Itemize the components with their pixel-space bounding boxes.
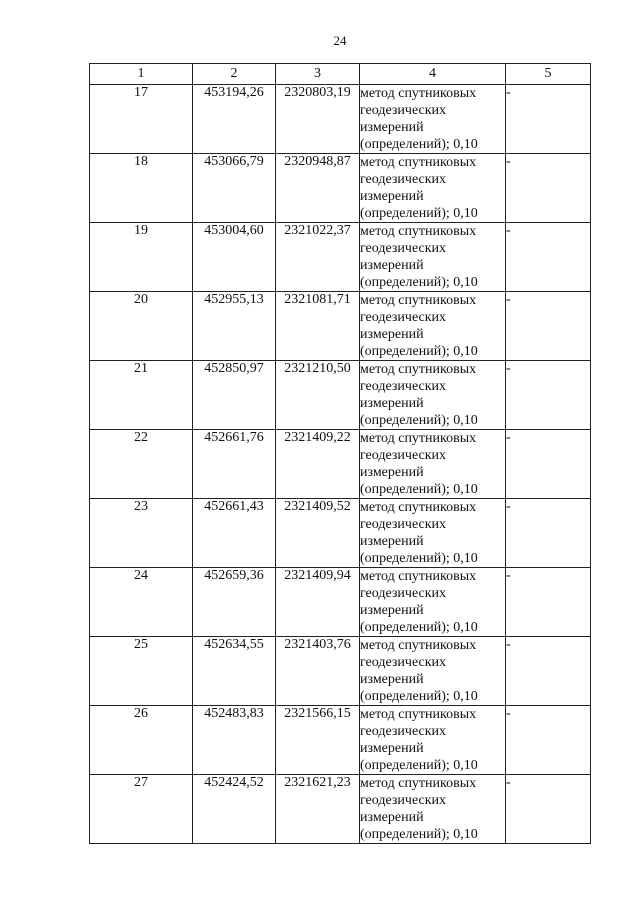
y-coordinate-cell: 2321409,52 <box>276 499 360 568</box>
x-coordinate-cell: 452659,36 <box>193 568 276 637</box>
method-line: (определений); 0,10 <box>360 413 478 428</box>
method-line: измерений <box>360 465 424 480</box>
point-number-cell: 24 <box>90 568 193 637</box>
point-number-cell: 18 <box>90 154 193 223</box>
x-coordinate-cell: 452634,55 <box>193 637 276 706</box>
method-line: измерений <box>360 396 424 411</box>
table-row <box>90 499 591 568</box>
coordinates-table <box>89 63 591 844</box>
method-line: геодезических <box>360 586 447 601</box>
method-line: (определений); 0,10 <box>360 137 478 152</box>
method-line: (определений); 0,10 <box>360 482 478 497</box>
header-cell-4: 4 <box>360 64 506 85</box>
method-cell <box>360 292 506 361</box>
x-coordinate-cell: 453004,60 <box>193 223 276 292</box>
method-line: геодезических <box>360 655 447 670</box>
method-line: метод спутниковых <box>360 86 477 101</box>
method-cell <box>360 154 506 223</box>
table-row <box>90 361 591 430</box>
method-line: метод спутниковых <box>360 638 477 653</box>
note-cell: - <box>506 637 591 706</box>
y-coordinate-cell: 2321210,50 <box>276 361 360 430</box>
x-coordinate-cell: 453194,26 <box>193 85 276 154</box>
method-line: метод спутниковых <box>360 776 477 791</box>
method-line: измерений <box>360 189 424 204</box>
table-header-row <box>90 64 591 85</box>
table-row <box>90 154 591 223</box>
y-coordinate-cell: 2321022,37 <box>276 223 360 292</box>
note-cell: - <box>506 499 591 568</box>
x-coordinate-cell: 453066,79 <box>193 154 276 223</box>
note-cell: - <box>506 292 591 361</box>
y-coordinate-cell: 2320948,87 <box>276 154 360 223</box>
method-line: измерений <box>360 741 424 756</box>
table-row <box>90 85 591 154</box>
x-coordinate-cell: 452955,13 <box>193 292 276 361</box>
method-line: метод спутниковых <box>360 293 477 308</box>
note-cell: - <box>506 706 591 775</box>
y-coordinate-cell: 2321621,23 <box>276 775 360 844</box>
point-number-cell: 23 <box>90 499 193 568</box>
method-line: (определений); 0,10 <box>360 206 478 221</box>
y-coordinate-cell: 2321081,71 <box>276 292 360 361</box>
method-line: геодезических <box>360 793 447 808</box>
method-line: (определений); 0,10 <box>360 275 478 290</box>
header-cell-2: 2 <box>193 64 276 85</box>
method-cell <box>360 430 506 499</box>
note-cell: - <box>506 85 591 154</box>
y-coordinate-cell: 2321409,94 <box>276 568 360 637</box>
method-cell <box>360 568 506 637</box>
table-row <box>90 706 591 775</box>
method-line: измерений <box>360 534 424 549</box>
note-cell: - <box>506 223 591 292</box>
method-line: (определений); 0,10 <box>360 620 478 635</box>
method-cell <box>360 361 506 430</box>
method-line: геодезических <box>360 379 447 394</box>
x-coordinate-cell: 452424,52 <box>193 775 276 844</box>
y-coordinate-cell: 2321403,76 <box>276 637 360 706</box>
point-number-cell: 22 <box>90 430 193 499</box>
method-line: геодезических <box>360 103 447 118</box>
table-row <box>90 223 591 292</box>
method-line: геодезических <box>360 724 447 739</box>
method-line: метод спутниковых <box>360 155 477 170</box>
method-line: (определений); 0,10 <box>360 689 478 704</box>
method-line: метод спутниковых <box>360 431 477 446</box>
point-number-cell: 27 <box>90 775 193 844</box>
y-coordinate-cell: 2321409,22 <box>276 430 360 499</box>
method-line: измерений <box>360 672 424 687</box>
y-coordinate-cell: 2321566,15 <box>276 706 360 775</box>
note-cell: - <box>506 430 591 499</box>
method-line: метод спутниковых <box>360 362 477 377</box>
method-cell <box>360 223 506 292</box>
method-line: (определений); 0,10 <box>360 344 478 359</box>
method-cell <box>360 85 506 154</box>
header-cell-1: 1 <box>90 64 193 85</box>
method-line: измерений <box>360 810 424 825</box>
method-cell <box>360 637 506 706</box>
method-line: метод спутниковых <box>360 224 477 239</box>
method-line: (определений); 0,10 <box>360 758 478 773</box>
x-coordinate-cell: 452661,43 <box>193 499 276 568</box>
y-coordinate-cell: 2320803,19 <box>276 85 360 154</box>
method-line: измерений <box>360 120 424 135</box>
point-number-cell: 19 <box>90 223 193 292</box>
method-cell <box>360 706 506 775</box>
method-line: геодезических <box>360 172 447 187</box>
point-number-cell: 21 <box>90 361 193 430</box>
note-cell: - <box>506 361 591 430</box>
x-coordinate-cell: 452850,97 <box>193 361 276 430</box>
page-number: 24 <box>333 33 347 48</box>
table-row <box>90 775 591 844</box>
method-line: геодезических <box>360 241 447 256</box>
point-number-cell: 25 <box>90 637 193 706</box>
note-cell: - <box>506 568 591 637</box>
note-cell: - <box>506 154 591 223</box>
method-line: измерений <box>360 258 424 273</box>
method-line: метод спутниковых <box>360 707 477 722</box>
method-line: измерений <box>360 327 424 342</box>
x-coordinate-cell: 452483,83 <box>193 706 276 775</box>
method-line: метод спутниковых <box>360 569 477 584</box>
method-line: геодезических <box>360 517 447 532</box>
note-cell: - <box>506 775 591 844</box>
header-cell-5: 5 <box>506 64 591 85</box>
table-row <box>90 637 591 706</box>
x-coordinate-cell: 452661,76 <box>193 430 276 499</box>
header-cell-3: 3 <box>276 64 360 85</box>
method-line: геодезических <box>360 448 447 463</box>
method-line: (определений); 0,10 <box>360 827 478 842</box>
table-row <box>90 568 591 637</box>
point-number-cell: 20 <box>90 292 193 361</box>
method-line: измерений <box>360 603 424 618</box>
point-number-cell: 26 <box>90 706 193 775</box>
method-cell <box>360 499 506 568</box>
table-row <box>90 430 591 499</box>
method-line: (определений); 0,10 <box>360 551 478 566</box>
method-line: метод спутниковых <box>360 500 477 515</box>
method-cell <box>360 775 506 844</box>
table-row <box>90 292 591 361</box>
method-line: геодезических <box>360 310 447 325</box>
point-number-cell: 17 <box>90 85 193 154</box>
